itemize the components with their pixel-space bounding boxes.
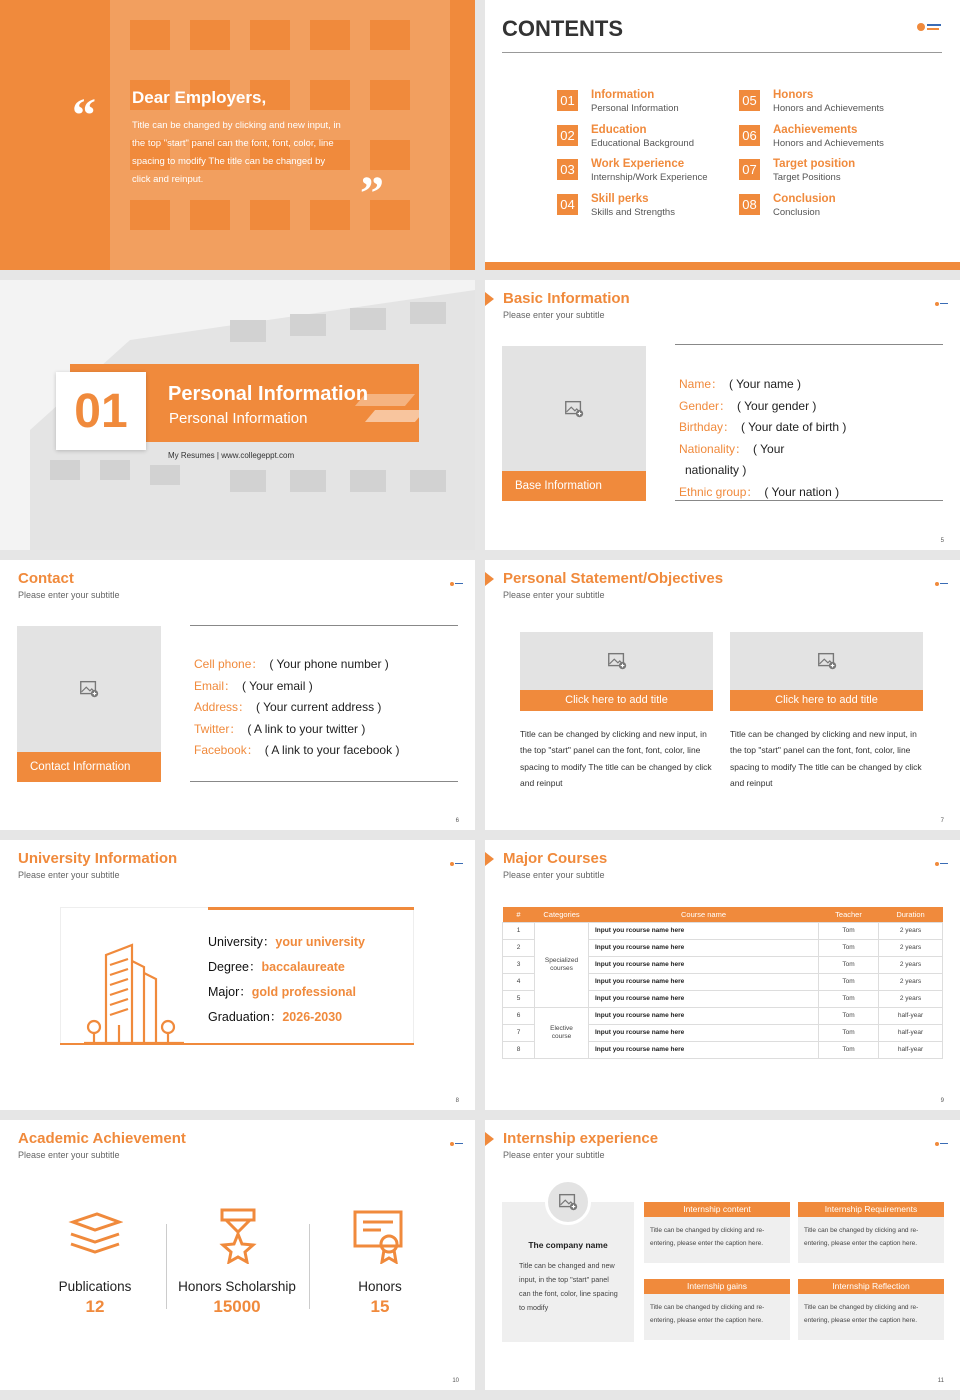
photo-placeholder[interactable]	[17, 626, 161, 752]
title-arrow-icon	[485, 572, 494, 586]
contents-divider	[502, 52, 942, 53]
row-value[interactable]: ( Your date of birth )	[741, 420, 847, 435]
contact-row	[194, 698, 381, 716]
open-quote-icon: “	[72, 89, 96, 142]
stat-value: 12	[85, 1297, 105, 1316]
table-header-cell: Duration	[879, 907, 943, 922]
category-cell: Specialized courses	[535, 922, 589, 1007]
section-title: Personal Information	[168, 383, 369, 405]
contact-row	[194, 677, 313, 695]
title-arrow-icon	[485, 852, 494, 866]
university-row	[208, 1007, 342, 1025]
teacher-cell[interactable]: Tom	[819, 990, 879, 1007]
contents-number: 04	[560, 196, 575, 212]
contents-item-subtitle: Personal Information	[591, 103, 679, 114]
contents-number-box	[557, 90, 578, 111]
section-number: 01	[74, 384, 128, 438]
course-name-cell[interactable]: Input you rcourse name here	[589, 939, 819, 956]
slide-title: Academic Achievement	[18, 1130, 186, 1147]
contact-info-list	[194, 655, 464, 765]
course-name-cell[interactable]: Input you rcourse name here	[589, 1041, 819, 1058]
category-cell: Elective course	[535, 1007, 589, 1058]
stat-value: 15	[370, 1297, 390, 1316]
page-number: 5	[940, 538, 944, 544]
page-number: 7	[940, 818, 944, 824]
contents-item-title[interactable]: Education	[591, 123, 647, 136]
duration-cell[interactable]: half-year	[879, 1041, 943, 1058]
logo-icon	[449, 574, 463, 580]
contents-item-subtitle: Honors and Achievements	[773, 137, 884, 149]
courses-table	[502, 907, 943, 1059]
course-name-cell[interactable]: Input you rcourse name here	[589, 973, 819, 990]
basic-row	[679, 461, 746, 479]
contents-item-subtitle: Skills and Strengths	[591, 206, 675, 218]
slide-subtitle: Please enter your subtitle	[503, 590, 605, 600]
row-label: Birthday：	[679, 420, 736, 435]
row-value[interactable]: ( Your name )	[729, 377, 802, 391]
photo-label: Contact Information	[30, 761, 131, 773]
logo-icon	[449, 1134, 463, 1140]
row-value[interactable]: ( A link to your facebook )	[264, 743, 400, 758]
section-footer: My Resumes | www.collegeppt.com	[168, 451, 295, 460]
contents-number: 02	[560, 127, 575, 143]
contact-row	[194, 720, 365, 738]
course-name-cell[interactable]: Input you rcourse name here	[589, 1007, 819, 1024]
page-number: 10	[452, 1378, 459, 1384]
internship-box-text: Title can be changed by clicking and re-entering, please enter the caption here.	[644, 1217, 790, 1263]
page-number: 11	[937, 1378, 944, 1384]
row-number: 3	[503, 956, 535, 973]
university-info-list	[208, 932, 414, 1032]
contents-item-title[interactable]: Work Experience	[591, 158, 685, 170]
duration-cell[interactable]: half-year	[879, 1007, 943, 1024]
title-arrow-icon	[485, 292, 494, 306]
internship-box-title: Internship Requirements	[798, 1202, 944, 1217]
contents-number: 08	[742, 196, 757, 212]
contents-item-title[interactable]: Conclusion	[773, 192, 836, 205]
stat-value: 15000	[213, 1297, 261, 1316]
page-number: 6	[455, 818, 459, 824]
row-value[interactable]: ( Your	[753, 441, 785, 456]
contents-number-box	[557, 159, 578, 180]
contents-number: 03	[560, 162, 575, 177]
logo-icon	[449, 854, 463, 860]
duration-cell[interactable]: 2 years	[879, 922, 943, 939]
internship-box-title: Internship Reflection	[798, 1279, 944, 1294]
row-label: Twitter：	[194, 721, 242, 736]
stat-label: Honors Scholarship	[178, 1279, 296, 1294]
table-header-row	[503, 907, 943, 922]
slide-subtitle: Please enter your subtitle	[503, 870, 605, 880]
university-row	[208, 957, 345, 975]
photo-label-bar	[17, 752, 161, 782]
table-row	[503, 1007, 943, 1024]
university-row	[208, 932, 365, 950]
internship-box-title: Internship gains	[644, 1279, 790, 1294]
image-placeholder-icon	[557, 1191, 579, 1213]
row-label: Address：	[194, 700, 251, 715]
duration-cell[interactable]: 2 years	[879, 990, 943, 1007]
course-name-cell[interactable]: Input you rcourse name here	[589, 990, 819, 1007]
row-label: Email：	[194, 678, 237, 693]
contents-number: 06	[742, 127, 757, 143]
stat-label: Honors	[358, 1279, 402, 1294]
contents-number-box	[739, 90, 760, 111]
teacher-cell[interactable]: Tom	[819, 1007, 879, 1024]
internship-box-title: Internship content	[644, 1202, 790, 1217]
row-value[interactable]: ( Your phone number )	[269, 657, 389, 671]
basic-info-list	[679, 375, 949, 505]
row-label: Major：	[208, 985, 252, 999]
course-name-cell[interactable]: Input you rcourse name here	[589, 956, 819, 973]
slide-subtitle: Please enter your subtitle	[503, 1150, 605, 1160]
row-number: 8	[503, 1041, 535, 1058]
slide-title: University Information	[18, 850, 178, 867]
statement-image-placeholder[interactable]	[730, 632, 923, 690]
row-label: Gender：	[679, 398, 732, 413]
slide-personal-statement	[485, 560, 960, 830]
university-bottom-bar	[60, 1043, 414, 1045]
contents-number-box	[557, 125, 578, 146]
statement-image-placeholder[interactable]	[520, 632, 713, 690]
contents-number: 07	[742, 162, 757, 177]
logo-icon	[934, 294, 948, 300]
row-label: Nationality：	[679, 441, 748, 456]
certificate-icon	[353, 1208, 405, 1264]
contents-bottom-bar	[485, 262, 960, 270]
info-top-line	[675, 344, 943, 345]
scholarship-icon	[216, 1208, 260, 1264]
contact-row	[194, 741, 399, 759]
contents-number-box	[739, 125, 760, 146]
image-placeholder-icon	[78, 678, 100, 700]
contents-item-subtitle: Conclusion	[773, 206, 820, 218]
slide-subtitle: Please enter your subtitle	[18, 870, 120, 880]
slide-title: Contact	[18, 570, 74, 587]
internship-box-text: Title can be changed by clicking and re-entering, please enter the caption here.	[798, 1294, 944, 1340]
row-value[interactable]: ( Your email )	[242, 678, 313, 693]
teacher-cell[interactable]: Tom	[819, 922, 879, 939]
slide-dear-employers	[0, 0, 475, 270]
row-label: Name：	[679, 377, 724, 391]
row-value[interactable]: ( Your current address )	[256, 700, 382, 715]
company-text: Title can be changed and new input, in the top "start" panel can the font, color, line spacing to modify	[519, 1261, 618, 1312]
basic-row	[679, 418, 846, 436]
teacher-cell[interactable]: Tom	[819, 1024, 879, 1041]
close-quote-icon: ”	[360, 167, 384, 220]
add-title-button[interactable]: Click here to add title	[520, 690, 713, 711]
row-value[interactable]: 2026-2030	[282, 1010, 343, 1024]
row-value[interactable]: your university	[275, 935, 365, 949]
slide-title: Basic Information	[503, 290, 630, 307]
add-title-button[interactable]: Click here to add title	[730, 690, 923, 711]
internship-box-text: Title can be changed by clicking and re-entering, please enter the caption here.	[644, 1294, 790, 1340]
table-header-cell: Course name	[589, 907, 819, 922]
row-number: 7	[503, 1024, 535, 1041]
row-number: 2	[503, 939, 535, 956]
slide-contact	[0, 560, 475, 830]
table-header-cell: Teacher	[819, 907, 879, 922]
row-value[interactable]: nationality )	[685, 463, 747, 478]
contents-item-subtitle: Target Positions	[773, 172, 841, 183]
row-number: 4	[503, 973, 535, 990]
contents-logo	[916, 20, 942, 32]
course-name-cell[interactable]: Input you rcourse name here	[589, 1024, 819, 1041]
contents-item-title[interactable]: Target position	[773, 158, 856, 170]
duration-cell[interactable]: 2 years	[879, 939, 943, 956]
section-subtitle: Personal Information	[169, 410, 308, 427]
slide-basic-information	[485, 280, 960, 550]
row-label: Graduation：	[208, 1010, 283, 1024]
slide-academic	[0, 1120, 475, 1390]
image-placeholder-icon	[563, 398, 585, 420]
building-icon	[84, 943, 184, 1043]
info-top-line	[190, 625, 458, 626]
row-value[interactable]: baccalaureate	[261, 960, 345, 974]
logo-icon	[934, 1134, 948, 1140]
row-value[interactable]: ( Your nation )	[764, 485, 840, 499]
contents-title: CONTENTS	[502, 16, 623, 41]
contents-number-box	[739, 159, 760, 180]
publications-icon	[67, 1212, 123, 1258]
contact-row	[194, 655, 389, 673]
row-number: 1	[503, 922, 535, 939]
title-arrow-icon	[485, 1132, 494, 1146]
row-value[interactable]: ( A link to your twitter )	[247, 721, 366, 736]
duration-cell[interactable]: 2 years	[879, 956, 943, 973]
duration-cell[interactable]: half-year	[879, 1024, 943, 1041]
row-label: Facebook：	[194, 743, 259, 758]
logo-icon	[934, 574, 948, 580]
statement-text: Title can be changed by clicking and new input, in the top "start" panel can the font, font, color, line spacing to modify The title can be changed by click and reinput	[730, 729, 922, 788]
section-number-box	[56, 372, 146, 450]
slide-major-courses	[485, 840, 960, 1110]
statement-text: Title can be changed by clicking and new input, in the top "start" panel can the font, font, color, line spacing to modify The title can be changed by click and reinput	[520, 729, 712, 788]
course-name-cell[interactable]: Input you rcourse name here	[589, 922, 819, 939]
row-label: University：	[208, 935, 276, 949]
row-label: Ethnic group：	[679, 485, 759, 499]
contents-item-subtitle: Educational Background	[591, 137, 694, 149]
row-value[interactable]: ( Your gender )	[737, 398, 817, 413]
page-number: 9	[940, 1098, 944, 1104]
contents-number-box	[557, 194, 578, 215]
internship-box-text: Title can be changed by clicking and re-entering, please enter the caption here.	[798, 1217, 944, 1263]
teacher-cell[interactable]: Tom	[819, 1041, 879, 1058]
slide-title: Internship experience	[503, 1130, 659, 1147]
slide-title: Personal Statement/Objectives	[503, 570, 724, 587]
employer-body: Title can be changed by clicking and new input, in the top "start" panel can the font, font, color, line spacing to modify The title can be changed by click and reinput.	[132, 120, 341, 185]
info-bottom-line	[675, 500, 943, 501]
stat-label: Publications	[58, 1279, 132, 1294]
row-label: Cell phone：	[194, 657, 264, 671]
teacher-cell[interactable]: Tom	[819, 973, 879, 990]
basic-row	[679, 397, 816, 415]
info-bottom-line	[190, 781, 458, 782]
photo-label-bar	[502, 471, 646, 501]
basic-row	[679, 375, 801, 393]
row-label: Degree：	[208, 960, 262, 974]
table-header-cell: Categories	[535, 907, 589, 922]
row-value[interactable]: gold professional	[251, 985, 356, 999]
slide-contents	[485, 0, 960, 270]
contents-item-title[interactable]: Skill perks	[591, 192, 649, 205]
contents-item-title[interactable]: Aachievements	[773, 123, 858, 136]
image-placeholder-icon	[606, 650, 628, 672]
contents-item-subtitle: Internship/Work Experience	[591, 172, 708, 183]
company-name: The company name	[528, 1240, 608, 1250]
teacher-cell[interactable]: Tom	[819, 956, 879, 973]
contents-number: 01	[560, 93, 575, 108]
slide-subtitle: Please enter your subtitle	[18, 1150, 120, 1160]
table-row	[503, 922, 943, 939]
contents-item-subtitle: Honors and Achievements	[773, 103, 884, 114]
row-number: 6	[503, 1007, 535, 1024]
company-logo-circle[interactable]	[545, 1179, 591, 1225]
slide-university	[0, 840, 475, 1110]
slide-title: Major Courses	[503, 850, 608, 867]
photo-label: Base Information	[515, 480, 602, 492]
contents-item-title[interactable]: Information	[591, 89, 655, 101]
row-number: 5	[503, 990, 535, 1007]
photo-placeholder[interactable]	[502, 346, 646, 471]
university-row	[208, 982, 356, 1000]
employer-heading: Dear Employers,	[132, 88, 267, 107]
table-header-cell: #	[503, 907, 535, 922]
slide-subtitle: Please enter your subtitle	[18, 590, 120, 600]
image-placeholder-icon	[816, 650, 838, 672]
university-top-bar	[208, 907, 414, 910]
basic-row	[679, 483, 839, 501]
slide-internship	[485, 1120, 960, 1390]
basic-row	[679, 440, 784, 458]
page-number: 8	[455, 1098, 459, 1104]
contents-number: 05	[742, 93, 757, 108]
slide-subtitle: Please enter your subtitle	[503, 310, 605, 320]
slide-section-personal	[0, 280, 475, 550]
logo-icon	[934, 854, 948, 860]
contents-item-title[interactable]: Honors	[773, 89, 814, 101]
duration-cell[interactable]: 2 years	[879, 973, 943, 990]
teacher-cell[interactable]: Tom	[819, 939, 879, 956]
contents-number-box	[739, 194, 760, 215]
